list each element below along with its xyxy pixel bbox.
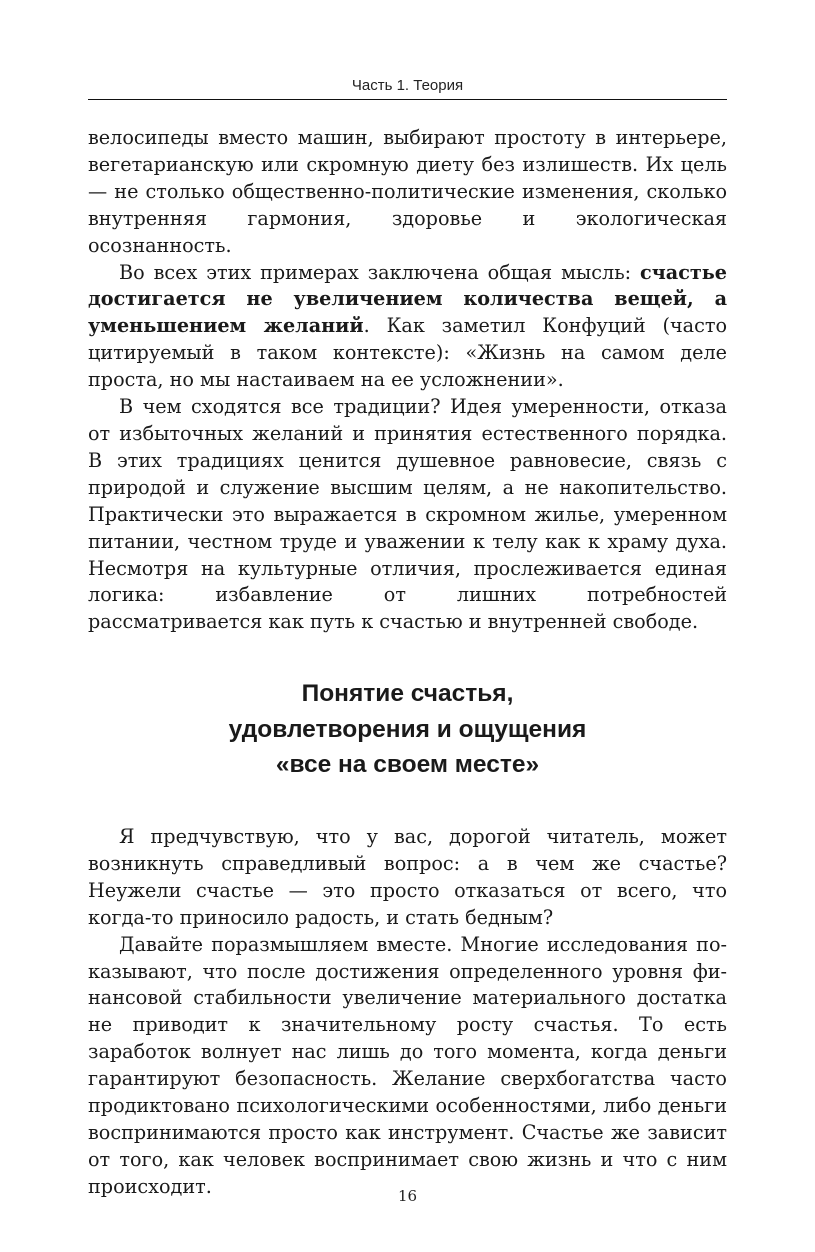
main-idea-tail: . Как заметил Конфуций (часто цитируемый в таком контексте): «Жизнь на самом деле проста, но мы настаиваем на ее усложнении». <box>88 314 727 392</box>
main-idea-lead: Во всех этих примерах заключена общая мысль: <box>119 260 641 284</box>
body-text-top <box>88 125 727 636</box>
header-rule <box>88 99 727 100</box>
body-text-section <box>88 824 727 1201</box>
paragraph-question: Я предчувствую, что у вас, дорогой читатель, может возникнуть справедливый вопрос: а в чем же счастье? Неужели счастье — это просто отказаться от всего, что когда-то приносило радость, и стать бедным? <box>88 825 727 929</box>
paragraph-main-idea <box>88 260 727 395</box>
main-idea-bold: счастье достигается не увеличением количества вещей, а уменьшением желаний <box>88 260 727 338</box>
section-heading-line-1: Понятие счастья, <box>301 680 514 707</box>
section-heading-line-2: удовлетворения и ощущения <box>228 715 587 743</box>
paragraph-traditions: В чем сходятся все традиции? Идея умеренности, отказа от избыточных желаний и принятия естественного порядка. В этих традициях ценится душевное равновесие, связь с природой и служение высшим целям, а не накопительство. Практически это выражается в скромном жилье, умеренном питании, честном труде и уважении к телу как к храму духа. Несмотря на культурные отличия, прослеживается единая логика: избавление от лишних потребностей рассматривается как путь к счастью и внутренней свободе. <box>88 395 727 634</box>
paragraph-reflection: Давайте поразмышляем вместе. Многие исследования показывают, что после достижения определенного уровня финансовой стабильности увеличение материального достатка не приводит к значительному росту счастья. То есть заработок волнует нас лишь до того момента, когда деньги гарантируют безопасность. Желание сверхбогатства часто продиктовано психологическими особенностями, либо деньги воспринимаются просто как инструмент. Счастье же зависит от того, как человек воспринимает свою жизнь и что с ним происходит. <box>88 932 727 1198</box>
page-number: 16 <box>397 1187 418 1205</box>
section-heading-line-3: «все на своем месте» <box>275 751 540 778</box>
section-heading <box>88 676 727 783</box>
running-head: Часть 1. Теория <box>351 77 464 94</box>
paragraph-continuation: велосипеды вместо машин, выбирают простоту в интерьере, вегетарианскую или скромную диету без излишеств. Их цель — не столько общественно-политические изменения, сколько внутренняя гармония, здоровье и экологическая осознанность. <box>88 126 727 257</box>
